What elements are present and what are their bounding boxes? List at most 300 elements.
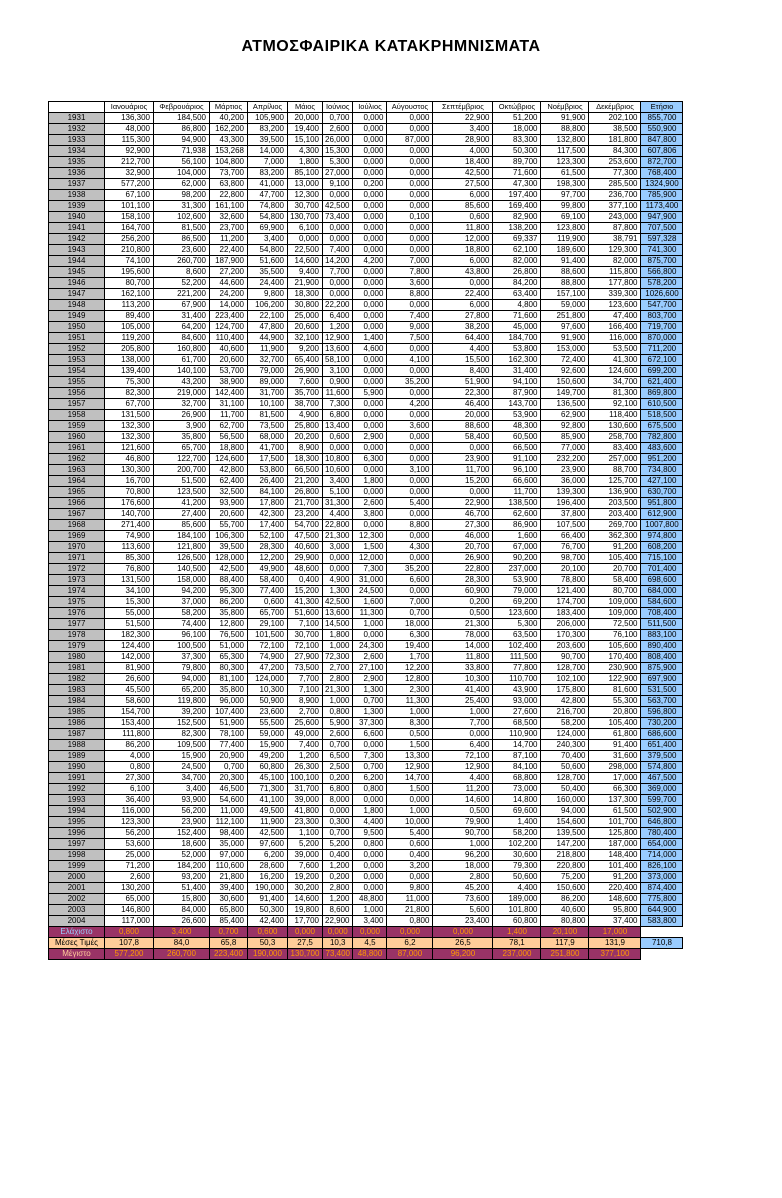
month-value-cell: 31,700 [288,784,323,795]
month-value-cell: 256,200 [105,234,154,245]
table-row [49,366,683,377]
month-value-cell: 11,700 [210,410,248,421]
month-value-cell: 166,400 [589,322,641,333]
month-value-cell: 1,000 [323,696,353,707]
table-row [49,377,683,388]
month-value-cell: 7,300 [353,751,387,762]
month-value-cell: 0,800 [353,839,387,850]
month-value-cell: 96,000 [210,696,248,707]
table-row [49,553,683,564]
month-value-cell: 46,000 [433,531,493,542]
month-value-cell: 105,900 [248,113,288,124]
month-value-cell: 0,600 [433,212,493,223]
year-cell: 1939 [49,201,105,212]
month-value-cell: 27,400 [154,509,210,520]
month-value-cell: 223,400 [210,311,248,322]
year-cell: 1940 [49,212,105,223]
month-value-cell: 5,300 [323,157,353,168]
month-value-cell: 1,100 [288,828,323,839]
month-value-cell: 8,400 [433,366,493,377]
month-value-cell: 0,000 [353,135,387,146]
annual-total-cell: 483,600 [641,443,683,454]
table-row [49,630,683,641]
month-value-cell: 98,400 [210,828,248,839]
month-value-cell: 62,700 [210,421,248,432]
month-value-cell: 153,268 [210,146,248,157]
month-value-cell: 72,100 [248,641,288,652]
month-value-cell: 0,000 [353,311,387,322]
month-value-cell: 80,300 [210,663,248,674]
annual-total-cell: 730,200 [641,718,683,729]
month-value-cell: 90,700 [433,828,493,839]
month-value-cell: 1,600 [353,597,387,608]
stat-value-cell: 48,800 [353,949,387,960]
month-value-cell: 27,300 [105,773,154,784]
month-value-cell: 56,200 [154,806,210,817]
year-cell: 1944 [49,256,105,267]
month-value-cell: 285,500 [589,179,641,190]
month-value-cell: 48,000 [105,124,154,135]
month-value-cell: 18,300 [288,289,323,300]
annual-total-cell: 373,000 [641,872,683,883]
month-value-cell: 32,900 [105,168,154,179]
month-value-cell: 11,200 [433,784,493,795]
month-value-cell: 23,900 [154,817,210,828]
month-value-cell: 105,000 [105,322,154,333]
year-cell: 1960 [49,432,105,443]
month-value-cell: 34,100 [105,586,154,597]
month-value-cell: 7,400 [387,311,433,322]
month-value-cell: 20,000 [288,113,323,124]
month-value-cell: 15,300 [323,146,353,157]
month-value-cell: 96,100 [154,630,210,641]
year-cell: 1975 [49,597,105,608]
month-value-cell: 30,800 [288,300,323,311]
month-value-cell: 0,000 [387,300,433,311]
table-row [49,212,683,223]
table-row [49,762,683,773]
month-value-cell: 37,400 [589,916,641,927]
month-value-cell: 4,300 [387,542,433,553]
annual-total-cell: 870,000 [641,333,683,344]
month-value-cell: 2,800 [323,883,353,894]
stat-value-cell: 3,400 [154,927,210,938]
month-value-cell: 7,000 [387,597,433,608]
month-value-cell: 0,000 [387,410,433,421]
month-value-cell: 77,300 [589,168,641,179]
month-value-cell: 53,800 [248,465,288,476]
month-value-cell: 1,200 [323,322,353,333]
month-value-cell: 22,800 [323,520,353,531]
year-cell: 1976 [49,608,105,619]
table-row [49,454,683,465]
month-value-cell: 47,800 [248,322,288,333]
month-value-cell: 110,600 [210,861,248,872]
month-value-cell: 126,500 [154,553,210,564]
year-cell: 1955 [49,377,105,388]
month-value-cell: 53,900 [493,410,541,421]
month-value-cell: 106,200 [248,300,288,311]
table-row [49,850,683,861]
month-value-cell: 23,400 [433,916,493,927]
month-value-cell: 12,200 [387,663,433,674]
month-value-cell: 195,600 [105,267,154,278]
year-cell: 1932 [49,124,105,135]
month-value-cell: 91,200 [589,872,641,883]
month-value-cell: 121,400 [541,586,589,597]
month-value-cell: 47,700 [248,190,288,201]
month-value-cell: 39,500 [210,542,248,553]
month-value-cell: 22,800 [210,190,248,201]
month-value-cell: 42,800 [541,696,589,707]
year-cell: 1972 [49,564,105,575]
month-value-cell: 2,900 [353,432,387,443]
year-cell: 2000 [49,872,105,883]
month-value-cell: 128,700 [541,773,589,784]
header-month: Σεπτέμβριος [433,102,493,113]
month-value-cell: 72,100 [433,751,493,762]
annual-total-cell: 672,100 [641,355,683,366]
month-value-cell: 86,800 [154,124,210,135]
month-value-cell: 14,200 [323,256,353,267]
month-value-cell: 38,700 [288,399,323,410]
header-month: Νοέμβριος [541,102,589,113]
month-value-cell: 4,100 [387,355,433,366]
month-value-cell: 27,800 [433,311,493,322]
year-cell: 1937 [49,179,105,190]
month-value-cell: 46,500 [210,784,248,795]
month-value-cell: 9,800 [248,289,288,300]
month-value-cell: 9,000 [387,322,433,333]
month-value-cell: 121,800 [154,542,210,553]
month-value-cell: 12,300 [288,190,323,201]
month-value-cell: 35,800 [210,685,248,696]
month-value-cell: 33,800 [433,663,493,674]
month-value-cell: 28,300 [433,575,493,586]
month-value-cell: 62,400 [210,476,248,487]
month-value-cell: 12,800 [387,674,433,685]
month-value-cell: 6,200 [248,850,288,861]
month-value-cell: 251,800 [541,311,589,322]
month-value-cell: 0,000 [433,443,493,454]
stat-blank-cell [641,949,683,960]
annual-total-cell: 741,300 [641,245,683,256]
month-value-cell: 139,400 [105,366,154,377]
month-value-cell: 15,300 [105,597,154,608]
month-value-cell: 7,700 [433,718,493,729]
year-cell: 1996 [49,828,105,839]
month-value-cell: 18,600 [154,839,210,850]
table-row [49,872,683,883]
month-value-cell: 63,800 [210,179,248,190]
month-value-cell: 18,000 [387,619,433,630]
stat-value-cell: 0,000 [387,927,433,938]
year-cell: 1954 [49,366,105,377]
month-value-cell: 23,900 [433,454,493,465]
month-value-cell: 105,400 [589,553,641,564]
header-month: Φεβρουάριος [154,102,210,113]
month-value-cell: 0,000 [323,190,353,201]
table-row [49,124,683,135]
month-value-cell: 6,000 [433,190,493,201]
stat-annual-cell: 710,8 [641,938,683,949]
month-value-cell: 25,400 [433,696,493,707]
month-value-cell: 17,400 [248,520,288,531]
table-row [49,476,683,487]
month-value-cell: 12,900 [387,762,433,773]
month-value-cell: 0,000 [288,234,323,245]
year-cell: 1956 [49,388,105,399]
header-month: Αύγουστος [387,102,433,113]
month-value-cell: 52,200 [154,278,210,289]
year-cell: 1992 [49,784,105,795]
month-value-cell: 83,300 [493,135,541,146]
month-value-cell: 0,000 [387,531,433,542]
month-value-cell: 90,700 [541,652,589,663]
month-value-cell: 58,400 [589,575,641,586]
month-value-cell: 1,600 [493,531,541,542]
annual-total-cell: 803,700 [641,311,683,322]
annual-total-cell: 714,000 [641,850,683,861]
month-value-cell: 39,000 [288,850,323,861]
stat-value-cell: 223,400 [210,949,248,960]
month-value-cell: 0,000 [353,795,387,806]
table-row [49,344,683,355]
month-value-cell: 0,000 [387,146,433,157]
month-value-cell: 89,000 [248,377,288,388]
annual-total-cell: 518,500 [641,410,683,421]
month-value-cell: 62,000 [154,179,210,190]
month-value-cell: 88,800 [541,124,589,135]
month-value-cell: 8,000 [323,795,353,806]
month-value-cell: 82,000 [493,256,541,267]
month-value-cell: 11,200 [210,234,248,245]
year-cell: 1978 [49,630,105,641]
stat-value-cell: 65,8 [210,938,248,949]
year-cell: 1977 [49,619,105,630]
month-value-cell: 20,700 [433,542,493,553]
year-cell: 1969 [49,531,105,542]
precipitation-table [48,101,683,960]
month-value-cell: 8,800 [387,520,433,531]
month-value-cell: 1,000 [323,641,353,652]
month-value-cell: 0,000 [387,190,433,201]
month-value-cell: 0,000 [353,201,387,212]
year-cell: 1948 [49,300,105,311]
month-value-cell: 162,100 [105,289,154,300]
month-value-cell: 9,400 [288,267,323,278]
year-cell: 1943 [49,245,105,256]
month-value-cell: 53,600 [105,839,154,850]
month-value-cell: 271,400 [105,520,154,531]
year-cell: 1999 [49,861,105,872]
month-value-cell: 0,000 [387,245,433,256]
month-value-cell: 23,600 [154,245,210,256]
month-value-cell: 47,200 [248,663,288,674]
month-value-cell: 22,900 [433,113,493,124]
month-value-cell: 0,500 [433,806,493,817]
annual-total-cell: 502,900 [641,806,683,817]
month-value-cell: 65,200 [154,685,210,696]
month-value-cell: 96,200 [433,850,493,861]
month-value-cell: 85,300 [105,553,154,564]
annual-total-cell: 621,400 [641,377,683,388]
table-row [49,113,683,124]
month-value-cell: 8,800 [387,289,433,300]
month-value-cell: 105,400 [589,718,641,729]
month-value-cell: 95,800 [589,905,641,916]
month-value-cell: 58,400 [248,575,288,586]
month-value-cell: 6,800 [323,784,353,795]
month-value-cell: 87,800 [589,223,641,234]
month-value-cell: 9,200 [288,344,323,355]
month-value-cell: 4,900 [323,575,353,586]
header-month: Απρίλιος [248,102,288,113]
month-value-cell: 58,200 [493,828,541,839]
month-value-cell: 0,400 [323,850,353,861]
month-value-cell: 11,700 [433,465,493,476]
month-value-cell: 105,600 [589,641,641,652]
month-value-cell: 109,000 [589,597,641,608]
month-value-cell: 210,800 [105,245,154,256]
month-value-cell: 17,800 [248,498,288,509]
month-value-cell: 0,800 [387,916,433,927]
month-value-cell: 98,700 [541,553,589,564]
month-value-cell: 42,300 [248,509,288,520]
month-value-cell: 26,000 [323,135,353,146]
month-value-cell: 87,000 [387,135,433,146]
month-value-cell: 6,100 [105,784,154,795]
month-value-cell: 70,800 [105,487,154,498]
month-value-cell: 53,800 [493,344,541,355]
month-value-cell: 37,000 [154,597,210,608]
month-value-cell: 26,900 [288,366,323,377]
header-month: Μάιος [288,102,323,113]
table-row [49,267,683,278]
annual-total-cell: 369,000 [641,784,683,795]
month-value-cell: 28,300 [248,542,288,553]
month-value-cell: 158,000 [154,575,210,586]
month-value-cell: 7,100 [288,619,323,630]
month-value-cell: 0,900 [323,377,353,388]
month-value-cell: 577,200 [105,179,154,190]
month-value-cell: 1,400 [353,333,387,344]
month-value-cell: 12,900 [323,333,353,344]
annual-total-cell: 947,900 [641,212,683,223]
month-value-cell: 20,800 [589,707,641,718]
month-value-cell: 95,300 [210,586,248,597]
month-value-cell: 45,500 [105,685,154,696]
month-value-cell: 87,100 [493,751,541,762]
table-row [49,520,683,531]
month-value-cell: 17,700 [288,916,323,927]
month-value-cell: 42,500 [323,597,353,608]
month-value-cell: 86,500 [154,234,210,245]
month-value-cell: 102,200 [493,839,541,850]
month-value-cell: 14,600 [288,256,323,267]
annual-total-cell: 610,500 [641,399,683,410]
annual-total-cell: 974,800 [641,531,683,542]
month-value-cell: 10,300 [433,674,493,685]
month-value-cell: 73,500 [248,421,288,432]
month-value-cell: 7,000 [387,256,433,267]
month-value-cell: 83,400 [589,443,641,454]
month-value-cell: 85,900 [541,432,589,443]
month-value-cell: 124,700 [210,322,248,333]
month-value-cell: 92,600 [541,366,589,377]
month-value-cell: 61,500 [589,806,641,817]
month-value-cell: 7,600 [288,861,323,872]
month-value-cell: 0,000 [387,344,433,355]
table-row [49,718,683,729]
month-value-cell: 22,200 [323,300,353,311]
month-value-cell: 54,800 [248,212,288,223]
month-value-cell: 2,300 [387,685,433,696]
month-value-cell: 5,400 [387,498,433,509]
month-value-cell: 11,800 [433,652,493,663]
year-cell: 1945 [49,267,105,278]
month-value-cell: 118,400 [589,410,641,421]
month-value-cell: 216,700 [541,707,589,718]
month-value-cell: 51,500 [105,619,154,630]
month-value-cell: 49,900 [248,564,288,575]
annual-total-cell: 578,200 [641,278,683,289]
month-value-cell: 26,900 [154,410,210,421]
month-value-cell: 14,000 [210,300,248,311]
month-value-cell: 60,800 [493,916,541,927]
annual-total-cell: 1173,400 [641,201,683,212]
annual-total-cell: 711,200 [641,344,683,355]
month-value-cell: 25,000 [105,850,154,861]
year-cell: 1958 [49,410,105,421]
month-value-cell: 0,000 [387,157,433,168]
month-value-cell: 49,000 [288,729,323,740]
month-value-cell: 31,300 [154,201,210,212]
month-value-cell: 86,200 [541,894,589,905]
table-row [49,905,683,916]
stat-value-cell: 20,100 [541,927,589,938]
month-value-cell: 39,500 [248,135,288,146]
month-value-cell: 0,000 [387,586,433,597]
month-value-cell: 253,600 [589,157,641,168]
month-value-cell: 54,600 [210,795,248,806]
month-value-cell: 124,000 [541,729,589,740]
month-value-cell: 1,400 [493,817,541,828]
table-row [49,795,683,806]
month-value-cell: 0,000 [323,564,353,575]
month-value-cell: 72,400 [541,355,589,366]
table-row [49,278,683,289]
month-value-cell: 0,000 [353,883,387,894]
table-row [49,707,683,718]
month-value-cell: 81,300 [589,388,641,399]
month-value-cell: 4,900 [288,410,323,421]
month-value-cell: 2,600 [353,652,387,663]
annual-total-cell: 697,900 [641,674,683,685]
month-value-cell: 6,500 [323,751,353,762]
month-value-cell: 96,100 [493,465,541,476]
month-value-cell: 64,200 [154,322,210,333]
year-cell: 1989 [49,751,105,762]
month-value-cell: 0,000 [353,487,387,498]
month-value-cell: 22,400 [433,289,493,300]
month-value-cell: 4,000 [433,146,493,157]
month-value-cell: 25,000 [288,311,323,322]
month-value-cell: 71,600 [493,311,541,322]
month-value-cell: 99,800 [541,201,589,212]
month-value-cell: 160,000 [541,795,589,806]
month-value-cell: 51,600 [288,608,323,619]
